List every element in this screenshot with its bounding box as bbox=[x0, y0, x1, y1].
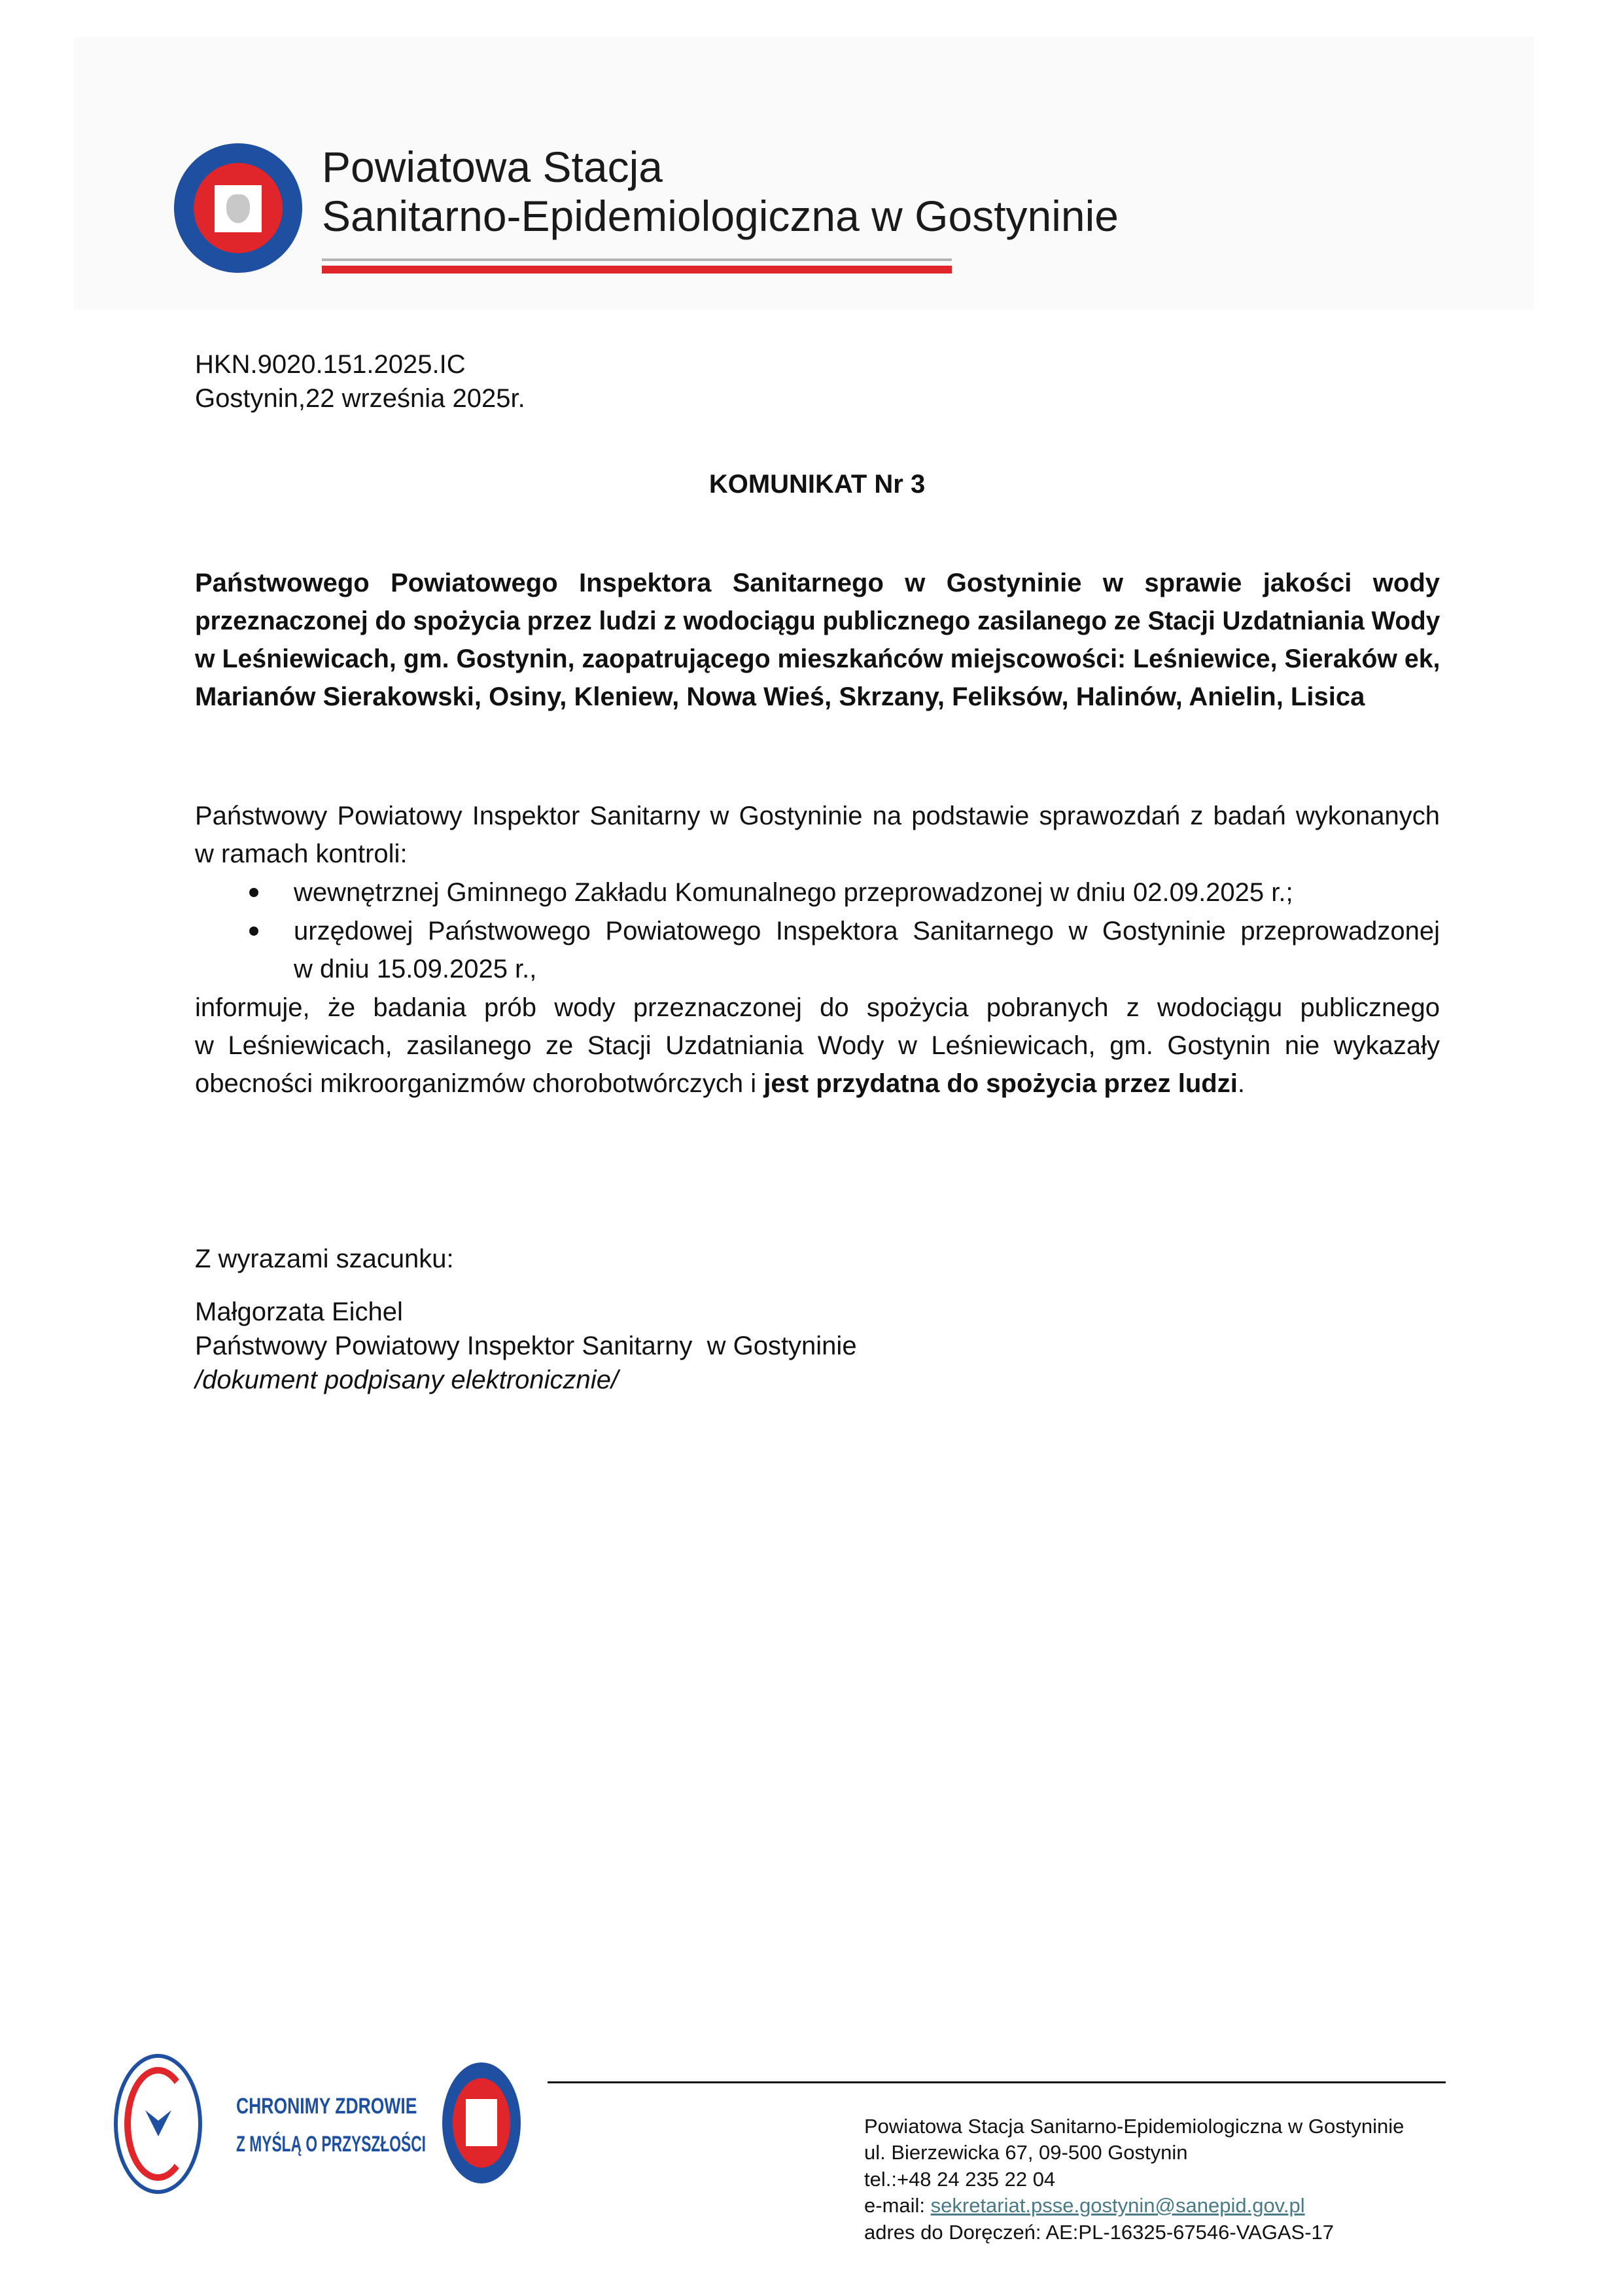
conclusion-line bbox=[195, 1065, 1440, 1103]
eagle-emblem-icon bbox=[226, 194, 250, 223]
conclusion-line: w Leśniewicach, zasilanego ze Stacji Uzdatniania Wody w Leśniewicach, gm. Gostynin nie wykazały bbox=[195, 1031, 1440, 1060]
footer-email-row bbox=[864, 2193, 1305, 2219]
letterhead-gray-rule bbox=[322, 258, 952, 261]
signatory-name: Małgorzata Eichel bbox=[195, 1298, 403, 1326]
footer-sanitary-seal-logo bbox=[442, 2062, 521, 2183]
reference-number: HKN.9020.151.2025.IC bbox=[195, 350, 466, 379]
footer-rule bbox=[548, 2081, 1446, 2083]
signature-note: /dokument podpisany elektronicznie/ bbox=[195, 1366, 619, 1394]
document-title: KOMUNIKAT Nr 3 bbox=[708, 470, 926, 499]
bullet-line: wewnętrznej Gminnego Zakładu Komunalnego przeprowadzonej w dniu 02.09.2025 r.; bbox=[294, 878, 1293, 907]
email-label: e-mail: bbox=[864, 2194, 931, 2217]
footer-org: Powiatowa Stacja Sanitarno-Epidemiologiczna w Gostyninie bbox=[864, 2115, 1405, 2138]
conclusion-text: obecności mikroorganizmów chorobotwórczych i bbox=[195, 1069, 764, 1098]
place-date: Gostynin,22 września 2025r. bbox=[195, 384, 525, 413]
closing-greeting: Z wyrazami szacunku: bbox=[195, 1245, 454, 1273]
conclusion-end: . bbox=[1237, 1069, 1245, 1098]
bullet-line: urzędowej Państwowego Powiatowego Inspektora Sanitarnego w Gostyninie przeprowadzonej bbox=[294, 917, 1440, 945]
slogan-line: Z MYŚLĄ O PRZYSZŁOŚCI bbox=[236, 2132, 426, 2157]
sanitary-inspection-seal-logo bbox=[174, 143, 302, 273]
subject-line: przeznaczonej do spożycia przez ludzi z wodociągu publicznego zasilanego ze Stacji Uzdatniania Wody bbox=[195, 607, 1440, 635]
intro-line: Państwowy Powiatowy Inspektor Sanitarny w Gostyninie na podstawie sprawozdań z badań wykonanych bbox=[195, 802, 1440, 830]
conclusion-line: informuje, że badania prób wody przeznaczonej do spożycia pobranych z wodociągu publicznego bbox=[195, 993, 1440, 1022]
bullet-item bbox=[294, 874, 1440, 911]
signatory-position: Państwowy Powiatowy Inspektor Sanitarny w Gostyninie bbox=[195, 1332, 857, 1360]
footer-delivery-address: adres do Doręczeń: AE:PL-16325-67546-VAGAS-17 bbox=[864, 2221, 1335, 2244]
bullet-item bbox=[294, 912, 1440, 988]
footer-address: ul. Bierzewicka 67, 09-500 Gostynin bbox=[864, 2141, 1188, 2164]
bullet-icon bbox=[249, 888, 258, 897]
conclusion-bold-text: jest przydatna do spożycia przez ludzi bbox=[763, 1069, 1238, 1098]
letterhead-title-line1: Powiatowa Stacja bbox=[322, 143, 663, 191]
bullet-icon bbox=[249, 927, 258, 936]
footer-phone: tel.:+48 24 235 22 04 bbox=[864, 2168, 1056, 2191]
subject-line: Marianów Sierakowski, Osiny, Kleniew, Nowa Wieś, Skrzany, Feliksów, Halinów, Anielin, Lisica bbox=[195, 682, 1365, 711]
chronimy-zdrowie-logo bbox=[114, 2054, 202, 2194]
intro-paragraph bbox=[195, 797, 1440, 873]
subject-paragraph bbox=[195, 564, 1440, 716]
letterhead-red-rule bbox=[322, 266, 952, 274]
subject-line: Państwowego Powiatowego Inspektora Sanitarnego w Gostyninie w sprawie jakości wody bbox=[195, 569, 1440, 597]
letterhead-title-line2: Sanitarno-Epidemiologiczna w Gostyninie bbox=[322, 192, 1119, 240]
intro-line: w ramach kontroli: bbox=[195, 839, 408, 868]
email-link[interactable]: sekretariat.psse.gostynin@sanepid.gov.pl bbox=[930, 2194, 1305, 2217]
conclusion-paragraph bbox=[195, 989, 1440, 1103]
bullet-line: w dniu 15.09.2025 r., bbox=[294, 955, 537, 983]
slogan-line: CHRONIMY ZDROWIE bbox=[236, 2094, 417, 2119]
subject-line: w Leśniewicach, gm. Gostynin, zaopatrującego mieszkańców miejscowości: Leśniewice, Sieraków ek, bbox=[195, 645, 1440, 673]
